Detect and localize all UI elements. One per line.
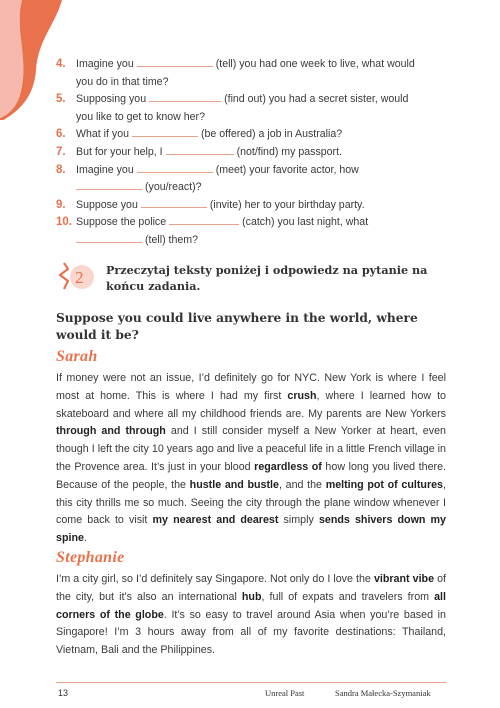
exercise-list [56, 56, 446, 250]
item-text-before: Supposing you [76, 93, 147, 106]
task-instruction: Przeczytaj teksty poniżej i odpowiedz na pytanie na końcu zadania. [106, 263, 428, 293]
task-header [56, 257, 446, 297]
speaker-name-stephanie: Stephanie [56, 549, 125, 566]
key-phrase: sends shivers down my spine [56, 514, 446, 545]
item-number: 10. [56, 216, 72, 229]
sarah-paragraph: If money were not an issue, I’d definitely go for NYC. New York is where I feel most at home. This is where I had my first crush, where I learned how to skateboard and where all my childhood friends are. My parents are New Yorkers through and through and I still consider myself a New Yorker at heart, even though I left the city 10 years ago and live a peaceful life in a little French village in the Provence area. It’s just in your blood regardless of how long you lived there. Because of the people, the hustle and bustle, and the melting pot of cultures, this city thrills me so much. Seeing the city through the plane window whenever I come back to visit my nearest and dearest simply sends shivers down my spine. [56, 372, 446, 545]
answer-blank[interactable] [166, 144, 234, 155]
speaker-name-sarah: Sarah [56, 348, 98, 365]
footer-author: Sandra Małecka-Szymaniak [335, 688, 431, 698]
footer-book-title: Unreal Past [265, 688, 305, 698]
exercise-item [56, 91, 446, 109]
answer-blank[interactable] [137, 56, 213, 67]
item-text-before: Suppose you [76, 198, 138, 211]
key-phrase: hub [241, 590, 262, 603]
exercise-item [56, 56, 446, 74]
exercise-item [56, 126, 446, 144]
item-number: 6. [56, 128, 66, 141]
key-phrase: regardless of [254, 460, 322, 473]
reading-question: Suppose you could live anywhere in the world, where would it be? [56, 311, 418, 342]
item-text-after: (find out) you had a secret sister, would [224, 93, 409, 106]
item-text-after: (invite) her to your birthday party. [209, 198, 365, 211]
item-text-before: What if you [76, 128, 129, 141]
key-phrase: hustle and bustle [189, 478, 279, 491]
item-continuation: (tell) them? [145, 233, 198, 246]
footer-divider [56, 682, 446, 683]
item-text-before: Suppose the police [76, 216, 167, 229]
answer-blank[interactable] [141, 197, 207, 208]
answer-blank[interactable] [149, 91, 221, 102]
item-number: 7. [56, 145, 66, 158]
exercise-item [56, 197, 446, 215]
exercise-item [56, 214, 446, 232]
item-text-after: (catch) you last night, what [242, 216, 369, 229]
item-text-after: (be offered) a job in Australia? [201, 128, 343, 141]
answer-blank[interactable] [76, 179, 142, 190]
item-number: 5. [56, 93, 66, 106]
answer-blank[interactable] [169, 214, 239, 225]
item-text-after: (meet) your favorite actor, how [215, 163, 359, 176]
item-continuation-row [56, 179, 446, 197]
key-phrase: through and through [56, 425, 166, 438]
item-continuation: (you/react)? [145, 181, 202, 194]
key-phrase: my nearest and dearest [152, 514, 279, 527]
item-number: 4. [56, 58, 66, 70]
answer-blank[interactable] [132, 126, 198, 137]
item-number: 8. [56, 163, 66, 176]
page-number: 13 [58, 688, 69, 698]
key-phrase: melting pot of cultures [325, 478, 443, 491]
item-text-before: Imagine you [76, 58, 134, 70]
key-phrase: vibrant vibe [373, 573, 435, 585]
exercise-item [56, 144, 446, 162]
exercise-item [56, 162, 446, 180]
item-number: 9. [56, 198, 66, 211]
item-text-after: (tell) you had one week to live, what would [215, 58, 415, 70]
key-phrase: crush [287, 389, 317, 402]
task-number: 2 [75, 268, 84, 287]
stephanie-paragraph: I’m a city girl, so I’d definitely say Singapore. Not only do I love the vibrant vibe of the city, but it’s also an international hub, full of expats and travelers from all corners of the globe. It’s so easy to travel around Asia when you’re based in Singapore! I’m 3 hours away from all of my favorite destinations: Thailand, Vietnam, Bali and the Philippines. [56, 573, 446, 657]
item-text-before: But for your help, I [76, 145, 163, 158]
answer-blank[interactable] [137, 162, 213, 173]
answer-blank[interactable] [76, 232, 142, 243]
item-continuation: you like to get to know her? [76, 110, 205, 123]
item-continuation-row [56, 232, 446, 250]
key-phrase: all corners of the globe [56, 590, 446, 621]
item-continuation: you do in that time? [76, 75, 169, 88]
item-text-after: (not/find) my passport. [236, 145, 342, 158]
item-text-before: Imagine you [76, 163, 134, 176]
